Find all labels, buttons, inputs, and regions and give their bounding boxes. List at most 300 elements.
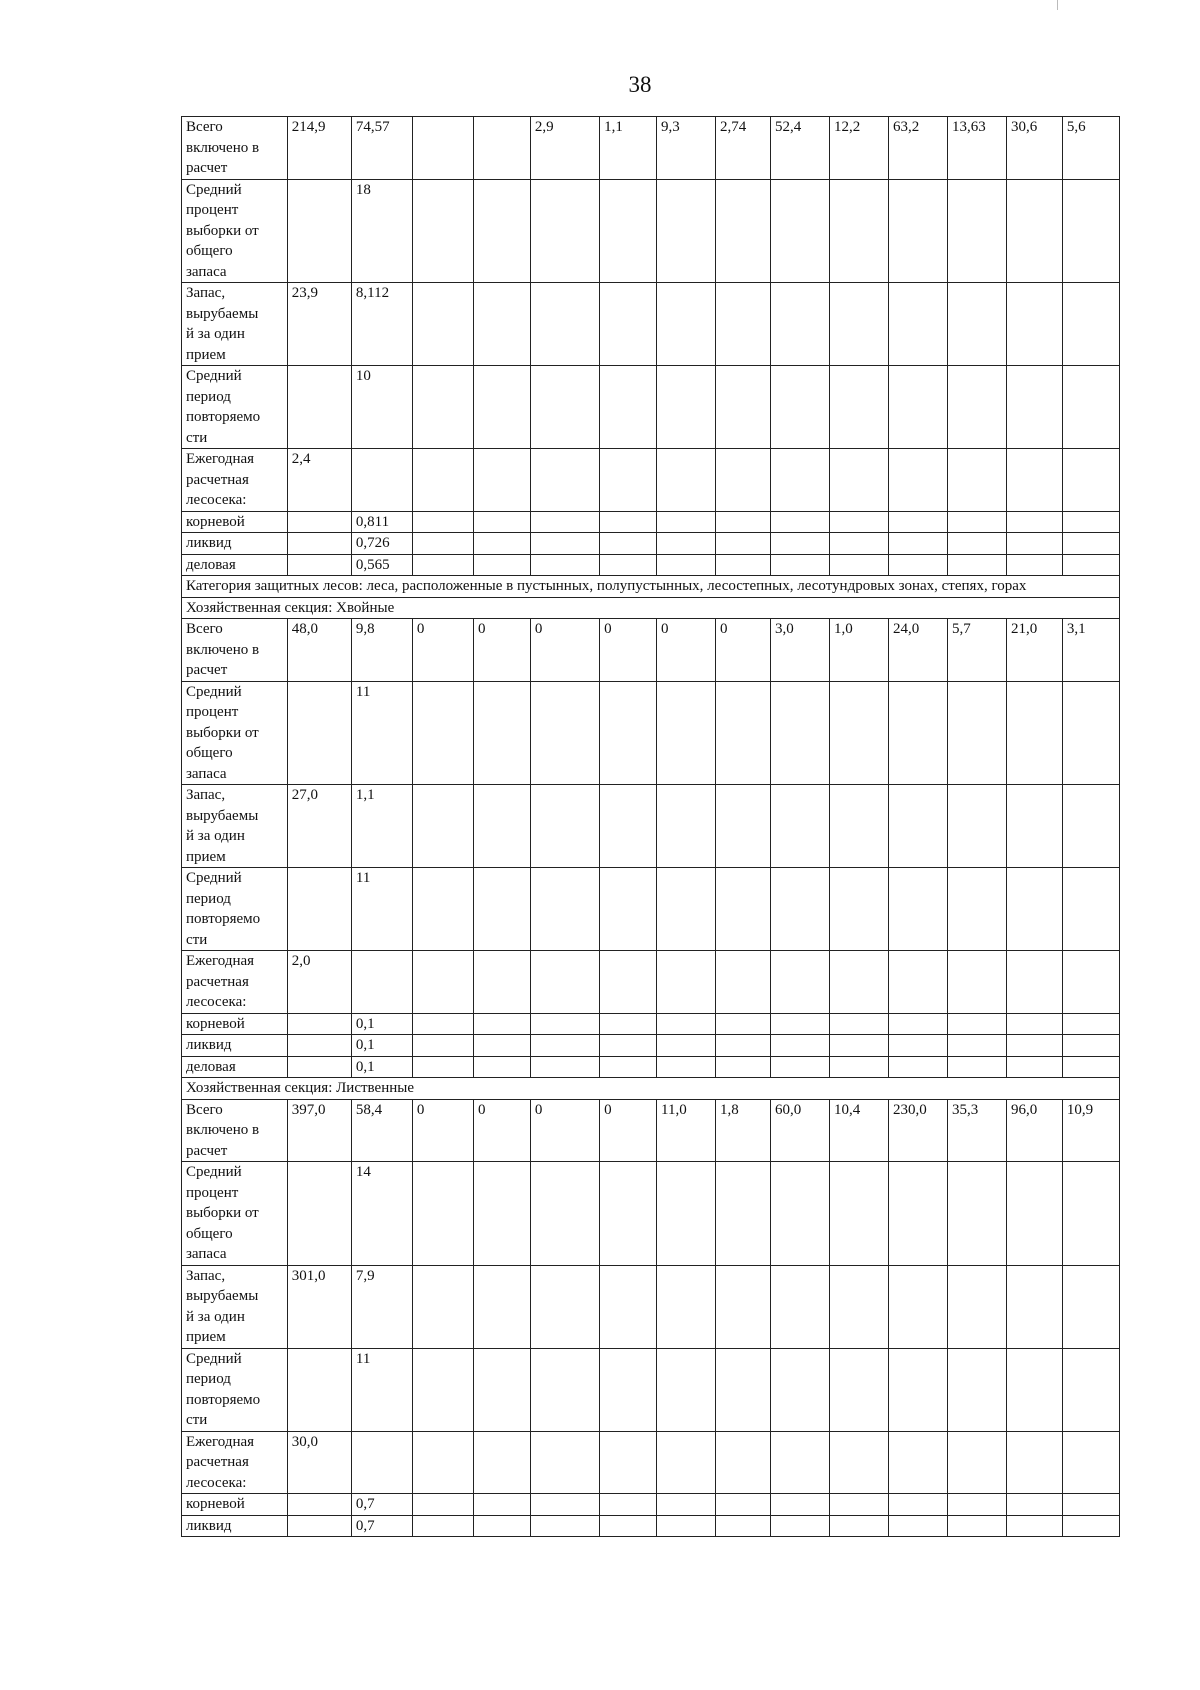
row-label — [182, 868, 288, 951]
table-cell: 3,0 — [770, 619, 829, 682]
table-cell — [657, 868, 716, 951]
table-cell — [412, 1494, 473, 1516]
row-label-line: процент — [186, 1184, 239, 1201]
table-cell — [947, 1494, 1006, 1516]
table-cell — [530, 785, 599, 868]
table-cell — [287, 366, 351, 449]
row-label-line: расчет — [186, 662, 228, 678]
table-cell — [1006, 1035, 1062, 1057]
table-cell: 11 — [351, 1348, 412, 1431]
table-cell — [412, 1431, 473, 1494]
table-row — [182, 1431, 1120, 1494]
table-cell — [770, 1035, 829, 1057]
table-cell — [829, 449, 888, 512]
table-cell — [530, 1515, 599, 1537]
table-row — [182, 533, 1120, 555]
table-cell — [888, 1494, 947, 1516]
table-cell — [473, 533, 530, 555]
table-row — [182, 366, 1120, 449]
table-cell — [600, 1348, 657, 1431]
table-row — [182, 117, 1120, 180]
table-cell — [716, 1035, 771, 1057]
table-cell — [770, 533, 829, 555]
table-cell: 9,8 — [351, 619, 412, 682]
table-cell: 2,9 — [530, 117, 599, 180]
table-cell — [530, 449, 599, 512]
table-cell: 0 — [473, 1099, 530, 1162]
table-cell — [530, 1494, 599, 1516]
table-cell — [287, 1013, 351, 1035]
table-cell — [1062, 1162, 1119, 1266]
row-label-line: сти — [186, 429, 208, 446]
table-cell — [657, 511, 716, 533]
table-cell — [600, 554, 657, 576]
row-label-line: сти — [186, 1412, 208, 1428]
row-label-line: период — [186, 1371, 231, 1387]
row-label-line: повторяемо — [186, 911, 261, 927]
table-cell — [716, 1013, 771, 1035]
table-cell: 30,0 — [287, 1431, 351, 1494]
row-label-line: й за один — [186, 326, 245, 342]
table-cell — [1062, 1265, 1119, 1348]
table-row — [182, 1162, 1120, 1266]
table-cell — [1062, 1013, 1119, 1035]
row-label-line: Средний — [186, 1350, 242, 1367]
section-heading-row — [182, 597, 1120, 619]
table-cell — [1062, 1494, 1119, 1516]
row-label — [182, 554, 288, 576]
table-cell — [1062, 554, 1119, 576]
row-label-line: Ежегодная — [186, 451, 255, 467]
table-cell — [530, 1013, 599, 1035]
forest-calculation-table — [181, 116, 1120, 1537]
table-cell — [770, 951, 829, 1014]
table-cell: 27,0 — [287, 785, 351, 868]
row-label-line: повторяемо — [186, 1391, 261, 1408]
row-label-line: прием — [186, 1329, 226, 1345]
row-label — [182, 1265, 288, 1348]
table-cell — [770, 1515, 829, 1537]
table-cell — [657, 1494, 716, 1516]
table-cell — [947, 533, 1006, 555]
table-row — [182, 179, 1120, 283]
table-cell — [829, 868, 888, 951]
table-cell — [412, 366, 473, 449]
table-cell — [657, 1162, 716, 1266]
table-cell — [829, 1515, 888, 1537]
table-cell — [888, 366, 947, 449]
table-cell — [657, 554, 716, 576]
row-label — [182, 1348, 288, 1431]
table-cell — [530, 1056, 599, 1078]
table-cell — [412, 1056, 473, 1078]
table-cell — [412, 554, 473, 576]
table-cell — [716, 785, 771, 868]
table-cell: 2,74 — [716, 117, 771, 180]
table-cell — [1006, 554, 1062, 576]
table-cell — [351, 951, 412, 1014]
row-label-line: Ежегодная — [186, 953, 255, 969]
table-cell — [770, 1265, 829, 1348]
row-label-line: вырубаемы — [186, 807, 259, 824]
table-cell — [716, 554, 771, 576]
table-cell — [947, 1056, 1006, 1078]
table-cell: 0 — [412, 619, 473, 682]
table-cell — [947, 283, 1006, 366]
row-label-line: включено в — [186, 641, 260, 658]
table-row — [182, 681, 1120, 785]
table-cell — [716, 1515, 771, 1537]
table-cell — [770, 449, 829, 512]
row-label-line: Средний — [186, 683, 242, 700]
table-cell — [287, 533, 351, 555]
table-cell — [947, 449, 1006, 512]
table-cell — [947, 554, 1006, 576]
row-label — [182, 1515, 288, 1537]
table-row — [182, 449, 1120, 512]
table-cell: 301,0 — [287, 1265, 351, 1348]
table-cell — [1006, 511, 1062, 533]
table-cell — [1062, 283, 1119, 366]
table-cell — [412, 1515, 473, 1537]
table-cell — [770, 1348, 829, 1431]
table-cell — [412, 785, 473, 868]
row-label-line: вырубаемы — [186, 1288, 259, 1304]
table-cell: 1,8 — [716, 1099, 771, 1162]
section-heading: Хозяйственная секция: Хвойные — [182, 597, 1120, 619]
table-cell: 0 — [412, 1099, 473, 1162]
table-cell: 11 — [351, 868, 412, 951]
table-cell: 3,1 — [1062, 619, 1119, 682]
table-cell — [1006, 868, 1062, 951]
table-row — [182, 785, 1120, 868]
row-label-line: выборки от — [186, 724, 259, 741]
table-cell — [770, 1431, 829, 1494]
table-cell — [1062, 366, 1119, 449]
table-cell: 0,1 — [351, 1013, 412, 1035]
row-label — [182, 1494, 288, 1516]
row-label-line: деловая — [186, 556, 236, 573]
row-label — [182, 1431, 288, 1494]
table-cell — [530, 868, 599, 951]
table-cell: 214,9 — [287, 117, 351, 180]
table-cell — [473, 366, 530, 449]
table-cell — [888, 868, 947, 951]
table-cell — [600, 1013, 657, 1035]
table-cell — [412, 681, 473, 785]
table-cell — [287, 1162, 351, 1266]
table-cell — [530, 681, 599, 785]
table-cell: 24,0 — [888, 619, 947, 682]
table-cell — [287, 1035, 351, 1057]
table-cell — [473, 283, 530, 366]
table-cell — [287, 1348, 351, 1431]
table-cell — [530, 1348, 599, 1431]
table-cell — [412, 117, 473, 180]
table-row — [182, 1348, 1120, 1431]
table-cell — [1006, 179, 1062, 283]
table-cell — [600, 1431, 657, 1494]
table-cell — [530, 1035, 599, 1057]
table-cell — [530, 511, 599, 533]
table-cell — [888, 449, 947, 512]
table-cell — [473, 951, 530, 1014]
page-number: 38 — [628, 72, 652, 97]
row-label-line: повторяемо — [186, 409, 261, 425]
row-label — [182, 511, 288, 533]
table-cell — [473, 179, 530, 283]
section-heading: Категория защитных лесов: леса, расположенные в пустынных, полупустынных, лесостепных, лесотундровых зонах, степях, горах — [182, 576, 1120, 598]
table-cell: 0,811 — [351, 511, 412, 533]
table-cell: 0,7 — [351, 1515, 412, 1537]
table-cell: 0 — [600, 619, 657, 682]
table-cell — [412, 1162, 473, 1266]
table-cell — [829, 785, 888, 868]
table-cell — [1006, 1056, 1062, 1078]
table-cell — [1006, 785, 1062, 868]
table-cell — [1006, 1013, 1062, 1035]
table-cell — [716, 449, 771, 512]
table-cell — [1006, 1265, 1062, 1348]
row-label-line: прием — [186, 848, 226, 865]
table-cell — [657, 1431, 716, 1494]
table-cell — [412, 951, 473, 1014]
table-cell: 0,726 — [351, 533, 412, 555]
table-cell: 397,0 — [287, 1099, 351, 1162]
table-cell — [530, 283, 599, 366]
section-heading: Хозяйственная секция: Лиственные — [182, 1078, 1120, 1100]
table-cell — [888, 554, 947, 576]
table-cell — [716, 283, 771, 366]
row-label-line: период — [186, 388, 231, 405]
table-cell — [770, 511, 829, 533]
table-cell — [1062, 868, 1119, 951]
table-cell — [1006, 1162, 1062, 1266]
row-label-line: Запас, — [186, 1267, 226, 1284]
table-row — [182, 1515, 1120, 1537]
table-cell — [829, 1035, 888, 1057]
row-label-line: Средний — [186, 181, 242, 198]
row-label-line: запаса — [186, 1246, 227, 1262]
table-cell — [600, 449, 657, 512]
table-cell — [716, 1348, 771, 1431]
table-cell — [530, 533, 599, 555]
table-cell — [657, 1515, 716, 1537]
table-cell — [1006, 533, 1062, 555]
table-cell — [1062, 785, 1119, 868]
table-cell — [530, 1265, 599, 1348]
table-cell — [530, 179, 599, 283]
table-row — [182, 868, 1120, 951]
table-cell — [657, 283, 716, 366]
table-cell — [1062, 1348, 1119, 1431]
table-cell: 13,63 — [947, 117, 1006, 180]
table-cell — [600, 1494, 657, 1516]
table-cell — [947, 179, 1006, 283]
table-cell — [1006, 951, 1062, 1014]
table-cell — [947, 868, 1006, 951]
table-cell — [657, 1056, 716, 1078]
table-row — [182, 1035, 1120, 1057]
table-cell — [1006, 1431, 1062, 1494]
table-cell — [530, 366, 599, 449]
table-cell — [770, 868, 829, 951]
table-cell — [716, 1056, 771, 1078]
table-cell — [600, 868, 657, 951]
row-label-line: общего — [186, 1225, 233, 1242]
table-cell — [888, 1515, 947, 1537]
row-label-line: Всего — [186, 621, 223, 637]
table-cell — [287, 179, 351, 283]
table-cell — [829, 1013, 888, 1035]
table-cell — [412, 449, 473, 512]
table-cell — [716, 868, 771, 951]
table-cell — [947, 1013, 1006, 1035]
table-row — [182, 619, 1120, 682]
row-label-line: вырубаемы — [186, 305, 259, 322]
table-cell — [888, 951, 947, 1014]
section-heading-row — [182, 576, 1120, 598]
table-cell: 74,57 — [351, 117, 412, 180]
row-label — [182, 366, 288, 449]
table-cell: 0 — [716, 619, 771, 682]
row-label — [182, 681, 288, 785]
row-label — [182, 951, 288, 1014]
table-cell: 30,6 — [1006, 117, 1062, 180]
table-cell — [888, 1265, 947, 1348]
table-cell — [657, 785, 716, 868]
table-cell: 0 — [530, 1099, 599, 1162]
row-label-line: Ежегодная — [186, 1433, 255, 1450]
table-cell — [888, 1035, 947, 1057]
table-cell — [829, 1348, 888, 1431]
table-cell — [473, 1035, 530, 1057]
table-cell — [412, 511, 473, 533]
table-cell — [829, 1431, 888, 1494]
table-cell: 14 — [351, 1162, 412, 1266]
table-cell — [473, 868, 530, 951]
row-label-line: расчет — [186, 160, 228, 176]
row-label-line: запаса — [186, 765, 227, 782]
table-cell — [829, 366, 888, 449]
row-label-line: лесосека: — [186, 492, 247, 508]
table-cell — [287, 1494, 351, 1516]
table-cell — [716, 1494, 771, 1516]
table-cell — [829, 1056, 888, 1078]
table-cell — [412, 283, 473, 366]
row-label-line: Средний — [186, 1164, 242, 1180]
row-label-line: ликвид — [186, 1517, 232, 1534]
table-cell — [1062, 511, 1119, 533]
table-row — [182, 1013, 1120, 1035]
table-row — [182, 951, 1120, 1014]
table-cell — [287, 868, 351, 951]
table-cell — [657, 681, 716, 785]
row-label-line: Средний — [186, 870, 242, 886]
row-label — [182, 1056, 288, 1078]
table-cell — [829, 283, 888, 366]
table-cell — [600, 951, 657, 1014]
table-cell — [947, 785, 1006, 868]
table-cell: 58,4 — [351, 1099, 412, 1162]
table-cell — [530, 951, 599, 1014]
table-cell: 11 — [351, 681, 412, 785]
table-cell: 0 — [600, 1099, 657, 1162]
table-cell: 11,0 — [657, 1099, 716, 1162]
table-cell — [947, 1348, 1006, 1431]
table-cell — [600, 785, 657, 868]
table-cell: 10,4 — [829, 1099, 888, 1162]
row-label — [182, 1099, 288, 1162]
table-cell — [600, 1056, 657, 1078]
table-cell — [716, 681, 771, 785]
table-cell — [1062, 533, 1119, 555]
table-cell — [473, 1056, 530, 1078]
table-cell — [770, 1013, 829, 1035]
row-label-line: включено в — [186, 139, 260, 156]
section-heading-row — [182, 1078, 1120, 1100]
table-cell — [351, 449, 412, 512]
table-cell — [412, 1035, 473, 1057]
table-cell — [829, 951, 888, 1014]
table-cell: 7,9 — [351, 1265, 412, 1348]
table-cell — [716, 511, 771, 533]
table-cell — [657, 1013, 716, 1035]
row-label-line: Запас, — [186, 787, 226, 803]
table-cell — [473, 449, 530, 512]
scan-mark — [1057, 0, 1058, 10]
table-cell — [657, 366, 716, 449]
table-cell: 0 — [530, 619, 599, 682]
table-cell — [947, 1265, 1006, 1348]
table-cell — [1006, 681, 1062, 785]
row-label-line: лесосека: — [186, 1474, 247, 1491]
table-cell — [888, 1348, 947, 1431]
table-cell — [770, 785, 829, 868]
table-cell — [657, 179, 716, 283]
table-cell — [473, 785, 530, 868]
table-cell — [829, 511, 888, 533]
table-cell — [888, 1162, 947, 1266]
row-label-line: период — [186, 890, 231, 907]
table-cell — [473, 1162, 530, 1266]
row-label-line: процент — [186, 704, 239, 720]
table-cell — [657, 1348, 716, 1431]
table-cell — [829, 1494, 888, 1516]
row-label — [182, 785, 288, 868]
table-cell — [947, 1431, 1006, 1494]
table-cell — [716, 951, 771, 1014]
table-cell — [1062, 179, 1119, 283]
table-cell: 1,1 — [600, 117, 657, 180]
table-row — [182, 1494, 1120, 1516]
row-label-line: запаса — [186, 263, 227, 280]
table-cell — [412, 868, 473, 951]
table-cell: 2,4 — [287, 449, 351, 512]
row-label-line: деловая — [186, 1058, 236, 1075]
table-cell — [1062, 449, 1119, 512]
table-cell — [412, 1348, 473, 1431]
row-label-line: расчетная — [186, 973, 249, 990]
row-label-line: расчет — [186, 1142, 228, 1159]
table-row — [182, 511, 1120, 533]
table-cell — [1062, 951, 1119, 1014]
table-cell — [657, 533, 716, 555]
table-cell: 96,0 — [1006, 1099, 1062, 1162]
table-cell — [947, 951, 1006, 1014]
table-cell: 0,1 — [351, 1035, 412, 1057]
table-cell: 5,7 — [947, 619, 1006, 682]
